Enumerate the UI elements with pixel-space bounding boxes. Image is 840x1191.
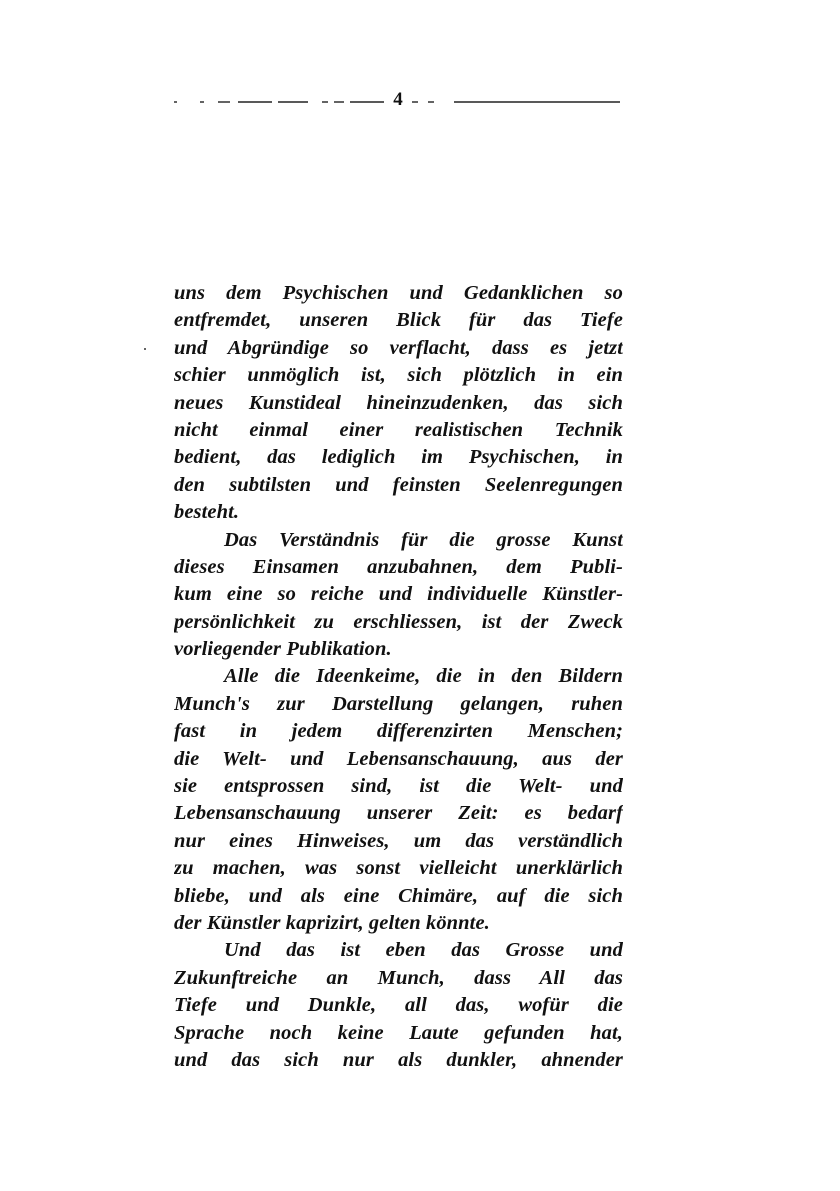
text-line: Zukunftreiche an Munch, dass All das [174,966,623,989]
text-line: uns dem Psychischen und Gedanklichen so [174,282,623,304]
margin-mark [144,348,146,350]
text-line: neues Kunstideal hineinzudenken, das sich [174,391,623,414]
text-line: nicht einmal einer realistischen Technik [174,418,623,441]
text-line: bliebe, und als eine Chimäre, auf die sich [174,884,623,907]
text-line: und das sich nur als dunkler, ahnender [174,1048,623,1071]
page-number: 4 [390,89,406,111]
paragraph-start-line: Das Verständnis für die grosse Kunst [224,528,623,551]
text-line: Munch's zur Darstellung gelangen, ruhen [174,692,623,715]
paragraph-start-line: Alle die Ideenkeime, die in den Bildern [224,665,623,688]
text-line: kum eine so reiche und individuelle Künstler- [174,583,623,606]
text-line: Sprache noch keine Laute gefunden hat, [174,1021,623,1044]
text-line: persönlichkeit zu erschliessen, ist der Zweck [174,610,623,633]
paragraph-start-line: Und das ist eben das Grosse und [224,939,623,962]
text-line: bedient, das lediglich im Psychischen, in [174,446,623,469]
text-line: vorliegender Publikation. [174,638,392,661]
text-line: sie entsprossen sind, ist die Welt- und [174,775,623,798]
text-line: entfremdet, unseren Blick für das Tiefe [174,309,623,332]
text-line: den subtilsten und feinsten Seelenregungen [174,473,623,496]
text-line: besteht. [174,501,240,524]
text-line: Tiefe und Dunkle, all das, wofür die [174,994,623,1017]
text-line: fast in jedem differenzirten Menschen; [174,720,623,743]
body-text [174,280,623,1074]
text-line: und Abgründige so verflacht, dass es jetzt [174,336,623,359]
text-line: dieses Einsamen anzubahnen, dem Publi- [174,555,623,578]
text-line: zu machen, was sonst vielleicht unerklärlich [174,857,623,880]
text-line: Lebensanschauung unserer Zeit: es bedarf [174,802,623,825]
text-line: der Künstler kaprizirt, gelten könnte. [174,911,490,934]
text-line: schier unmöglich ist, sich plötzlich in ein [174,364,623,387]
text-line: die Welt- und Lebensanschauung, aus der [174,747,623,770]
running-header [172,90,622,112]
text-line: nur eines Hinweises, um das verständlich [174,829,623,852]
